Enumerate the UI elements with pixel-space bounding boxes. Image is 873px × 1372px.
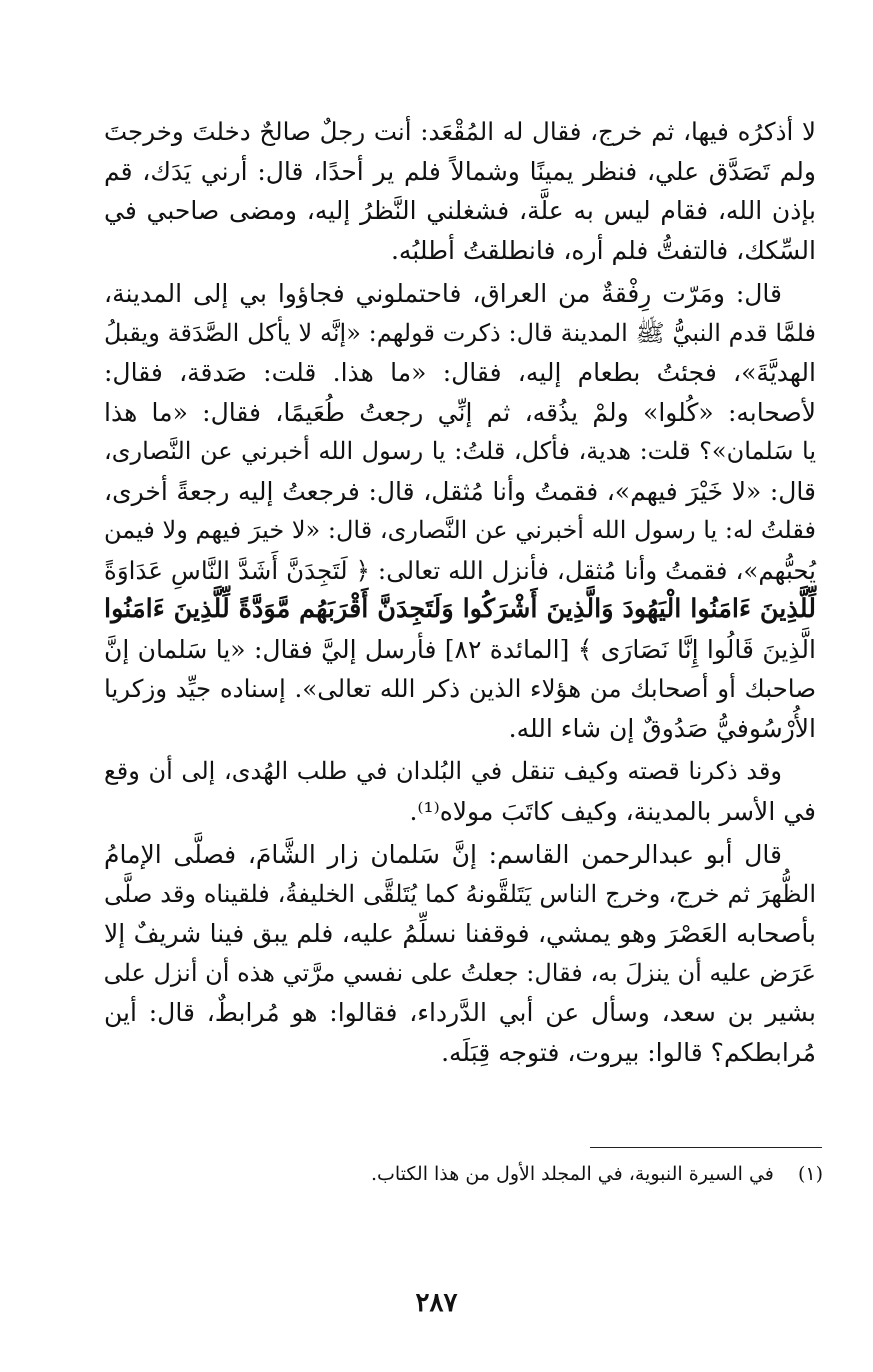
paragraph	[104, 752, 816, 831]
footnote	[223, 1160, 823, 1188]
footnote-number: (١)	[797, 1163, 823, 1185]
text-line: عَرَض عليه أن ينزلَ به، فقال: جعلتُ على نفسي مرَّتي هذه أن أنزل على	[103, 958, 816, 987]
text-line: الظُّهرَ ثم خرج، وخرج الناس يَتَلقَّونهُ كما يُتَلقَّى الخليفةُ، فلقيناه وقد صلَّى	[104, 879, 816, 908]
text-line: لأصحابه: «كُلوا» ولمْ يذُقه، ثم إنِّي رجعتُ طُعَيمًا، فقال: «ما هذا	[104, 397, 816, 427]
quran-verse-line: لِّلَّذِينَ ءَامَنُوا الْيَهُودَ وَالَّذِينَ أَشْرَكُوا وَلَتَجِدَنَّ أَقْرَبَهُم مَّوَدَّةً لِّلَّذِينَ ءَامَنُوا	[104, 594, 816, 624]
text-line: مُرابطكم؟ قالوا: بيروت، فتوجه قِبَلَه.	[441, 1037, 816, 1067]
page-number: ٢٨٧	[415, 1288, 458, 1318]
text-line: فقلتُ له: يا رسول الله أخبرني عن النَّصارى، قال: «لا خيرَ فيهم ولا فيمن	[104, 516, 816, 544]
footnote-text: في السيرة النبوية، في المجلد الأول من هذا الكتاب.	[370, 1163, 774, 1185]
text-line: قال أبو عبدالرحمن القاسم: إنَّ سَلمان زار الشَّامَ، فصلَّى الإمامُ	[104, 840, 782, 869]
text-line: قال: «لا خَيْرَ فيهم»، فقمتُ وأنا مُثقل، قال: فرجعتُ إليه رجعةً أخرى،	[104, 476, 816, 506]
text-line: يُحبُّهم»، فقمتُ وأنا مُثقل، فأنزل الله تعالى: ﴿ لَتَجِدَنَّ أَشَدَّ النَّاسِ عَدَاوَةً	[104, 555, 816, 585]
text-line: يا سَلمان»؟ قلت: هدية، فأكل، قلتُ: يا رسول الله أخبرني عن النَّصارى،	[104, 437, 816, 465]
text-line: السِّكك، فالتفتُّ فلم أره، فانطلقتُ أطلبُه.	[390, 235, 816, 265]
text-line: ولم تَصَدَّق علي، فنظر يمينًا وشمالاً فلم ير أحدًا، قال: أرني يَدَك، قم	[104, 156, 816, 186]
footnote-divider	[590, 1147, 822, 1148]
text-line: الأُرْسُوفيُّ صَدُوقٌ إن شاء الله.	[508, 713, 816, 743]
text-line: بشير بن سعد، وسأل عن أبي الدَّرداء، فقالوا: هو مُرابطٌ، قال: أين	[104, 998, 816, 1027]
paragraph	[104, 274, 816, 748]
text-line: بأصحابه العَصْرَ وهو يمشي، فوقفنا نسلِّمُ عليه، فلم يبق فينا شريفٌ إلا	[104, 919, 816, 948]
text-line: وقد ذكرنا قصته وكيف تنقل في البُلدان في طلب الهُدى، إلى أن وقع	[104, 757, 782, 785]
text-line: لا أذكرُه فيها، ثم خرج، فقال له المُقْعَد: أنت رجلٌ صالحٌ دخلتَ وخرجتَ	[104, 117, 816, 146]
text-line: الَّذِينَ قَالُوا إِنَّا نَصَارَى ﴾ [المائدة ٨٢] فأرسل إليَّ فقال: «يا سَلمان إنَّ	[104, 634, 816, 664]
text-line: بإذن الله، فقام ليس به علَّة، فشغلني النَّظرُ إليه، ومضى صاحبي في	[104, 196, 816, 225]
paragraph	[104, 112, 816, 270]
main-text	[104, 112, 816, 1076]
paragraph	[104, 835, 816, 1072]
text-line: في الأسر بالمدينة، وكيف كاتَبَ مولاه⁽¹⁾.	[409, 796, 816, 826]
text-line: فلمَّا قدم النبيُّ ﷺ المدينة قال: ذكرت قولهم: «إنَّه لا يأكل الصَّدَقة ويقبلُ	[104, 318, 816, 347]
text-line: صاحبك أو أصحابك من هؤلاء الذين ذكر الله تعالى». إسناده جيِّد وزكريا	[104, 674, 816, 703]
text-line: الهديَّةَ»، فجئتُ بطعام إليه، فقال: «ما هذا. قلت: صَدقة، فقال:	[104, 358, 816, 387]
text-line: قال: ومَرّت رِفْقةٌ من العراق، فاحتملوني فجاؤوا بي إلى المدينة،	[104, 279, 782, 308]
